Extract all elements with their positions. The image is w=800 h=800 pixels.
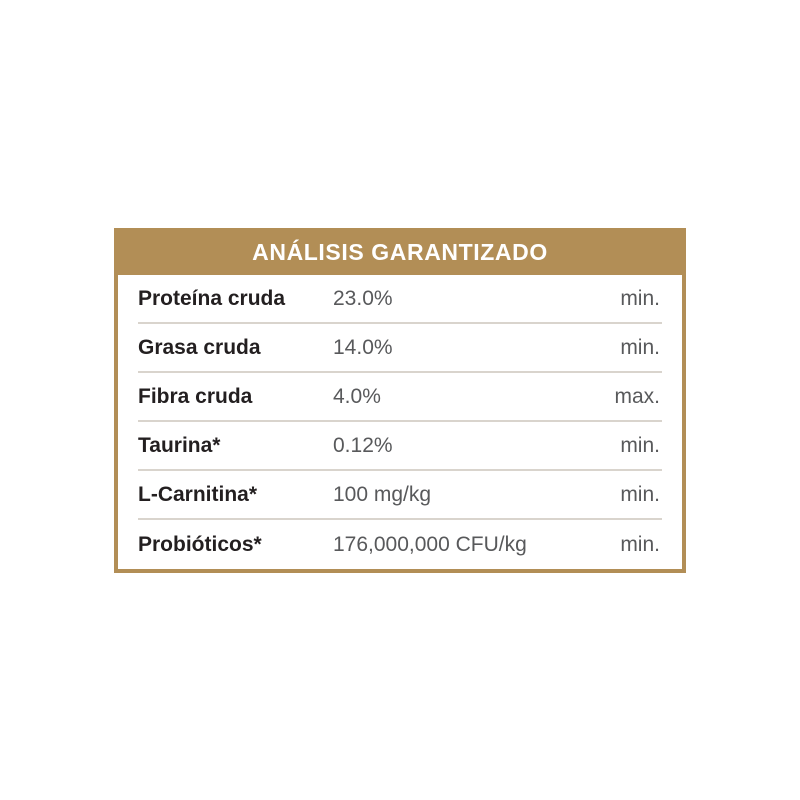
nutrient-amount: 14.0% [333, 335, 393, 359]
nutrient-name: Fibra cruda [138, 384, 253, 408]
table-row [138, 324, 662, 373]
nutrient-name: Taurina* [138, 433, 221, 457]
nutrient-name: Probióticos* [138, 532, 262, 556]
nutrient-qualifier: min. [620, 532, 660, 556]
nutrient-name: Proteína cruda [138, 286, 286, 310]
table-row [138, 471, 662, 520]
nutrient-qualifier: min. [620, 482, 660, 506]
table-row [138, 275, 662, 324]
nutrient-qualifier: min. [620, 286, 660, 310]
nutrient-qualifier: min. [620, 335, 660, 359]
table-row [138, 373, 662, 422]
nutrient-amount: 0.12% [333, 433, 393, 457]
nutrient-amount: 176,000,000 CFU/kg [333, 532, 527, 556]
nutrient-name: Grasa cruda [138, 335, 261, 359]
nutrient-name: L-Carnitina* [138, 482, 258, 506]
nutrient-amount: 100 mg/kg [333, 482, 432, 506]
nutrient-amount: 4.0% [333, 384, 381, 408]
nutrient-qualifier: min. [620, 433, 660, 457]
nutrient-table [118, 275, 682, 569]
panel-title: ANÁLISIS GARANTIZADO [118, 232, 682, 275]
table-row [138, 422, 662, 471]
guaranteed-analysis-panel [114, 228, 686, 573]
nutrient-amount: 23.0% [333, 286, 393, 310]
table-row [138, 520, 662, 569]
nutrient-qualifier: max. [614, 384, 660, 408]
